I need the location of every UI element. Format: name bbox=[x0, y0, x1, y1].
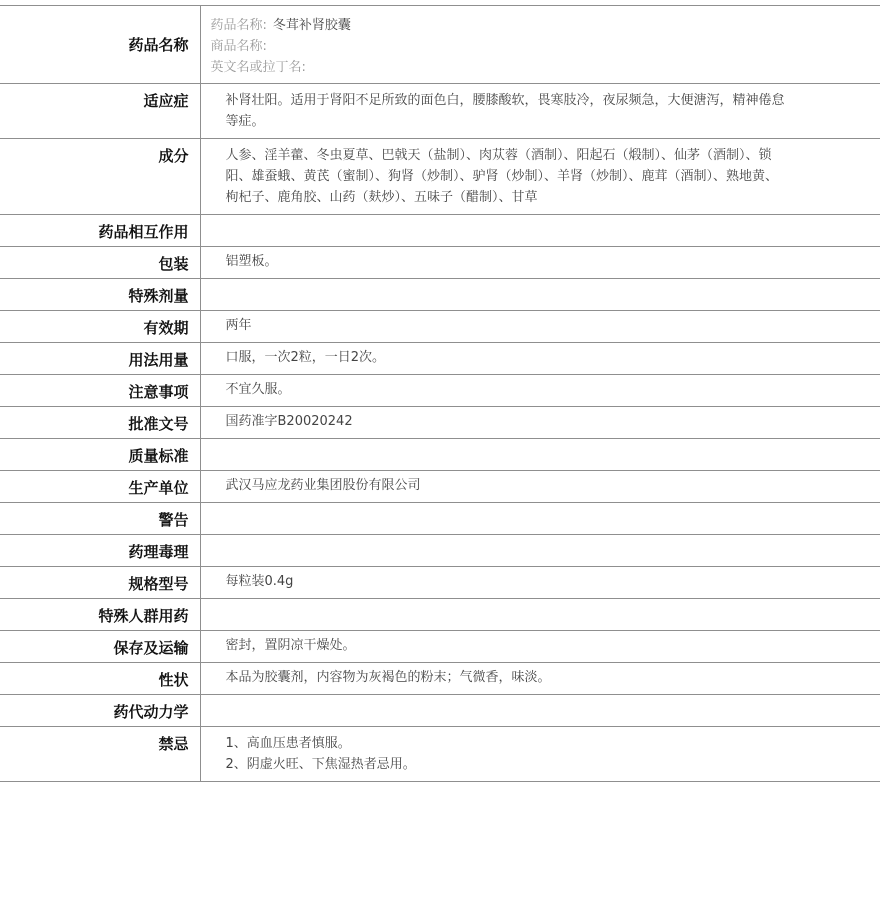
row-label: 性状 bbox=[0, 663, 200, 695]
row-value: 武汉马应龙药业集团股份有限公司 bbox=[200, 471, 880, 503]
table-row-specification bbox=[0, 567, 880, 599]
row-value bbox=[200, 727, 880, 782]
table-row-drug-name bbox=[0, 6, 880, 84]
table-row-indications bbox=[0, 84, 880, 139]
table-row-contraindications bbox=[0, 727, 880, 782]
row-label: 禁忌 bbox=[0, 727, 200, 782]
table-row-special-dosage bbox=[0, 279, 880, 311]
table-row-packaging bbox=[0, 247, 880, 279]
table-row-dosage bbox=[0, 343, 880, 375]
table-row-quality-standard bbox=[0, 439, 880, 471]
trade-name-line bbox=[211, 36, 871, 57]
table-row-pharmacokinetics bbox=[0, 695, 880, 727]
row-label: 质量标准 bbox=[0, 439, 200, 471]
row-value: 铝塑板。 bbox=[200, 247, 880, 279]
row-label: 包装 bbox=[0, 247, 200, 279]
row-value: 每粒装0.4g bbox=[200, 567, 880, 599]
row-label: 规格型号 bbox=[0, 567, 200, 599]
contraindication-item: 2、阴虚火旺、下焦湿热者忌用。 bbox=[225, 757, 416, 772]
row-value: 两年 bbox=[200, 311, 880, 343]
latin-name-key: 英文名或拉丁名: bbox=[210, 60, 306, 75]
table-row-manufacturer bbox=[0, 471, 880, 503]
row-label: 警告 bbox=[0, 503, 200, 535]
row-value: 密封，置阴凉干燥处。 bbox=[200, 631, 880, 663]
table-row-precautions bbox=[0, 375, 880, 407]
table-row-shelf-life bbox=[0, 311, 880, 343]
row-label: 有效期 bbox=[0, 311, 200, 343]
row-label: 成分 bbox=[0, 139, 200, 215]
row-value: 补肾壮阳。适用于肾阳不足所致的面色白，腰膝酸软，畏寒肢冷，夜尿频急，大便溏泻，精神倦怠等症。 bbox=[200, 84, 880, 139]
row-label: 药理毒理 bbox=[0, 535, 200, 567]
row-value: 口服，一次2粒，一日2次。 bbox=[200, 343, 880, 375]
row-value-names bbox=[200, 6, 880, 84]
drug-info-table bbox=[0, 5, 880, 782]
row-value: 本品为胶囊剂，内容物为灰褐色的粉末；气微香，味淡。 bbox=[200, 663, 880, 695]
row-value bbox=[200, 535, 880, 567]
latin-name-line bbox=[211, 57, 871, 78]
table-row-special-populations bbox=[0, 599, 880, 631]
drug-name-key: 药品名称: bbox=[210, 18, 267, 33]
row-value: 不宜久服。 bbox=[200, 375, 880, 407]
row-value bbox=[200, 439, 880, 471]
row-label: 药品名称 bbox=[0, 6, 200, 84]
row-value bbox=[200, 503, 880, 535]
row-value bbox=[200, 279, 880, 311]
contraindication-item: 1、高血压患者慎服。 bbox=[225, 736, 351, 751]
table-row-storage bbox=[0, 631, 880, 663]
row-label: 特殊人群用药 bbox=[0, 599, 200, 631]
row-value: 国药准字B20020242 bbox=[200, 407, 880, 439]
table-row-description bbox=[0, 663, 880, 695]
row-label: 保存及运输 bbox=[0, 631, 200, 663]
table-row-pharmacology bbox=[0, 535, 880, 567]
row-value bbox=[200, 695, 880, 727]
row-label: 生产单位 bbox=[0, 471, 200, 503]
row-label: 注意事项 bbox=[0, 375, 200, 407]
trade-name-key: 商品名称: bbox=[210, 39, 267, 54]
drug-name-value: 冬茸补肾胶囊 bbox=[272, 18, 351, 33]
row-label: 适应症 bbox=[0, 84, 200, 139]
row-label: 用法用量 bbox=[0, 343, 200, 375]
row-label: 批准文号 bbox=[0, 407, 200, 439]
row-value bbox=[200, 599, 880, 631]
row-label: 药品相互作用 bbox=[0, 215, 200, 247]
table-row-warning bbox=[0, 503, 880, 535]
table-row-interactions bbox=[0, 215, 880, 247]
row-label: 药代动力学 bbox=[0, 695, 200, 727]
row-value bbox=[200, 215, 880, 247]
row-value: 人参、淫羊藿、冬虫夏草、巴戟天（盐制）、肉苁蓉（酒制）、阳起石（煅制）、仙茅（酒制）、锁阳、雄蚕蛾、黄芪（蜜制）、狗肾（炒制）、驴肾（炒制）、羊肾（炒制）、鹿茸（酒制）、熟地黄、枸杞子、鹿角胶、山药（麸炒）、五味子（醋制）、甘草 bbox=[200, 139, 880, 215]
table-row-ingredients bbox=[0, 139, 880, 215]
row-label: 特殊剂量 bbox=[0, 279, 200, 311]
drug-name-line bbox=[211, 15, 871, 36]
table-row-approval-number bbox=[0, 407, 880, 439]
